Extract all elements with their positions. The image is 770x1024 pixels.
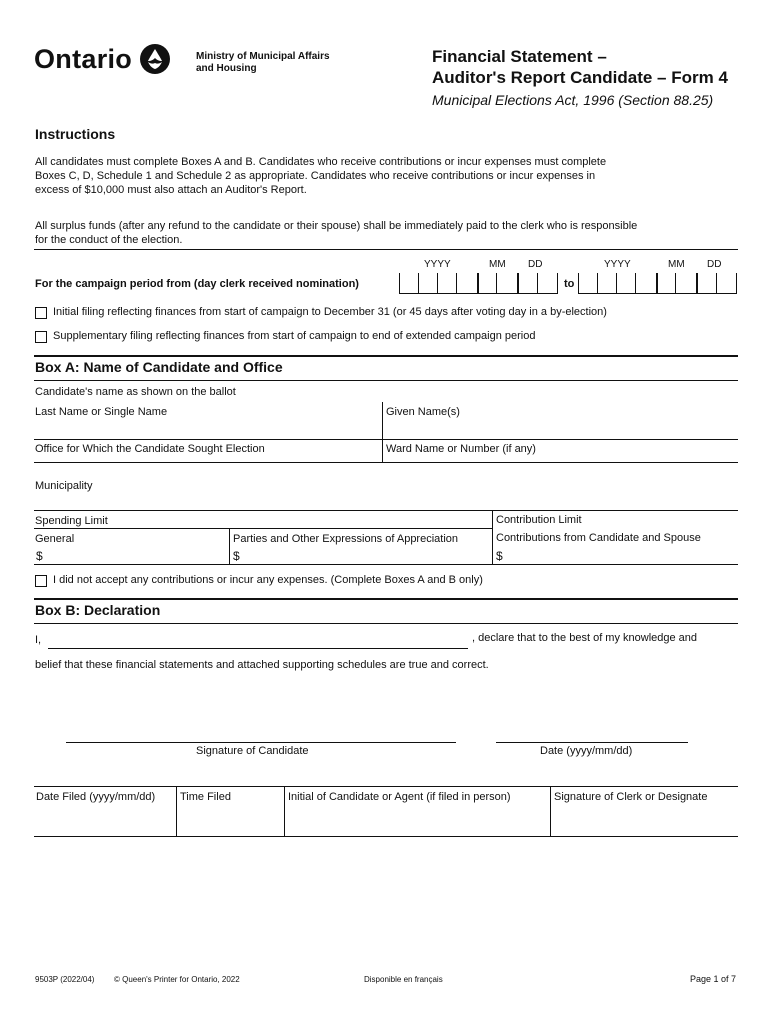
divider xyxy=(34,786,738,787)
divider xyxy=(34,355,738,357)
initial-filing-checkbox[interactable] xyxy=(35,307,47,319)
signature-line[interactable] xyxy=(66,742,456,743)
supplementary-filing-checkbox[interactable] xyxy=(35,331,47,343)
clerk-signature-field[interactable] xyxy=(554,806,736,834)
general-amount-field[interactable] xyxy=(48,546,226,562)
box-a-heading: Box A: Name of Candidate and Office xyxy=(35,359,283,375)
page-number: Page 1 of 7 xyxy=(690,974,737,984)
no-contributions-checkbox[interactable] xyxy=(35,575,47,587)
date-label-mm-from: MM xyxy=(489,259,506,270)
date-line[interactable] xyxy=(496,742,688,743)
copyright: © Queen's Printer for Ontario, 2022 xyxy=(114,975,240,984)
ministry-name: Ministry of Municipal Affairs and Housing xyxy=(196,51,330,74)
declaration-name-line[interactable] xyxy=(48,648,468,649)
general-label: General xyxy=(35,533,75,545)
initial-field[interactable] xyxy=(288,806,548,834)
divider xyxy=(34,623,738,624)
last-name-field[interactable] xyxy=(34,420,380,438)
divider xyxy=(382,402,383,462)
divider xyxy=(492,510,493,564)
declaration-i: I, xyxy=(35,634,42,646)
divider xyxy=(34,510,738,511)
form-number: 9503P (2022/04) xyxy=(35,975,95,984)
date-label-mm-to: MM xyxy=(668,259,685,270)
date-filed-label: Date Filed (yyyy/mm/dd) xyxy=(36,791,156,803)
declaration-text: , declare that to the best of my knowledge and xyxy=(472,632,698,644)
signature-label: Signature of Candidate xyxy=(196,745,309,757)
spending-limit-label: Spending Limit xyxy=(35,515,108,527)
date-label-dd-from: DD xyxy=(528,259,543,270)
to-label: to xyxy=(564,278,575,290)
form-title: Financial Statement – Auditor's Report Candidate – Form 4 xyxy=(432,47,728,87)
parties-amount-field[interactable] xyxy=(245,546,489,562)
no-contributions-label: I did not accept any contributions or incur any expenses. (Complete Boxes A and B only) xyxy=(53,574,483,586)
ontario-logo-text: Ontario xyxy=(34,44,133,74)
instructions-paragraph-1: All candidates must complete Boxes A and B. Candidates who receive contributions or incur expenses must complete Boxes C, D, Schedule 1 and Schedule 2 as appropriate. Candidates who receive contributions or incur expenses in excess of $10,000 must also attach an Auditor's Report. xyxy=(35,156,607,196)
parties-label: Parties and Other Expressions of Appreciation xyxy=(233,533,459,545)
divider xyxy=(229,528,230,564)
divider xyxy=(34,528,492,529)
initial-filing-label: Initial filing reflecting finances from start of campaign to December 31 (or 45 days after voting day in a by-election) xyxy=(53,306,607,318)
trillium-logo-icon xyxy=(139,43,171,75)
declaration-belief: belief that these financial statements and attached supporting schedules are true and correct. xyxy=(35,659,489,671)
instructions-paragraph-2: All surplus funds (after any refund to the candidate or their spouse) shall be immediately paid to the clerk who is responsible for the conduct of the election. xyxy=(35,220,638,246)
ward-label: Ward Name or Number (if any) xyxy=(386,443,536,455)
divider xyxy=(34,564,738,565)
time-filed-field[interactable] xyxy=(180,806,282,834)
date-label-dd-to: DD xyxy=(707,259,722,270)
divider xyxy=(550,786,551,836)
date-filed-field[interactable] xyxy=(36,806,174,834)
contrib-dollar: $ xyxy=(496,549,503,563)
divider xyxy=(34,462,738,463)
date-label-yyyy-from: YYYY xyxy=(424,259,451,270)
divider xyxy=(34,836,738,837)
supplementary-filing-label: Supplementary filing reflecting finances from start of campaign to end of extended campaign period xyxy=(53,330,536,342)
initial-label: Initial of Candidate or Agent (if filed in person) xyxy=(288,791,511,803)
from-date-field[interactable] xyxy=(399,273,558,294)
campaign-period-label: For the campaign period from (day clerk received nomination) xyxy=(35,278,359,290)
office-label: Office for Which the Candidate Sought Election xyxy=(35,443,265,455)
date-label: Date (yyyy/mm/dd) xyxy=(540,745,633,757)
form-subtitle: Municipal Elections Act, 1996 (Section 88.25) xyxy=(432,92,714,108)
french-availability: Disponible en français xyxy=(364,975,443,984)
given-names-label: Given Name(s) xyxy=(386,406,460,418)
parties-dollar: $ xyxy=(233,549,240,563)
divider xyxy=(34,439,738,440)
divider xyxy=(284,786,285,836)
ballot-name-label: Candidate's name as shown on the ballot xyxy=(35,386,236,398)
general-dollar: $ xyxy=(36,549,43,563)
instructions-heading: Instructions xyxy=(35,126,116,142)
given-names-field[interactable] xyxy=(386,420,736,438)
municipality-label: Municipality xyxy=(35,480,93,492)
divider xyxy=(34,598,738,600)
divider xyxy=(176,786,177,836)
divider xyxy=(34,249,738,250)
contribution-limit-label: Contribution Limit xyxy=(496,514,582,526)
contrib-candidate-label: Contributions from Candidate and Spouse xyxy=(496,532,701,544)
time-filed-label: Time Filed xyxy=(180,791,231,803)
clerk-signature-label: Signature of Clerk or Designate xyxy=(554,791,708,803)
divider xyxy=(34,380,738,381)
last-name-label: Last Name or Single Name xyxy=(35,406,168,418)
box-b-heading: Box B: Declaration xyxy=(35,602,161,618)
contrib-amount-field[interactable] xyxy=(508,546,736,562)
date-label-yyyy-to: YYYY xyxy=(604,259,631,270)
to-date-field[interactable] xyxy=(578,273,737,294)
